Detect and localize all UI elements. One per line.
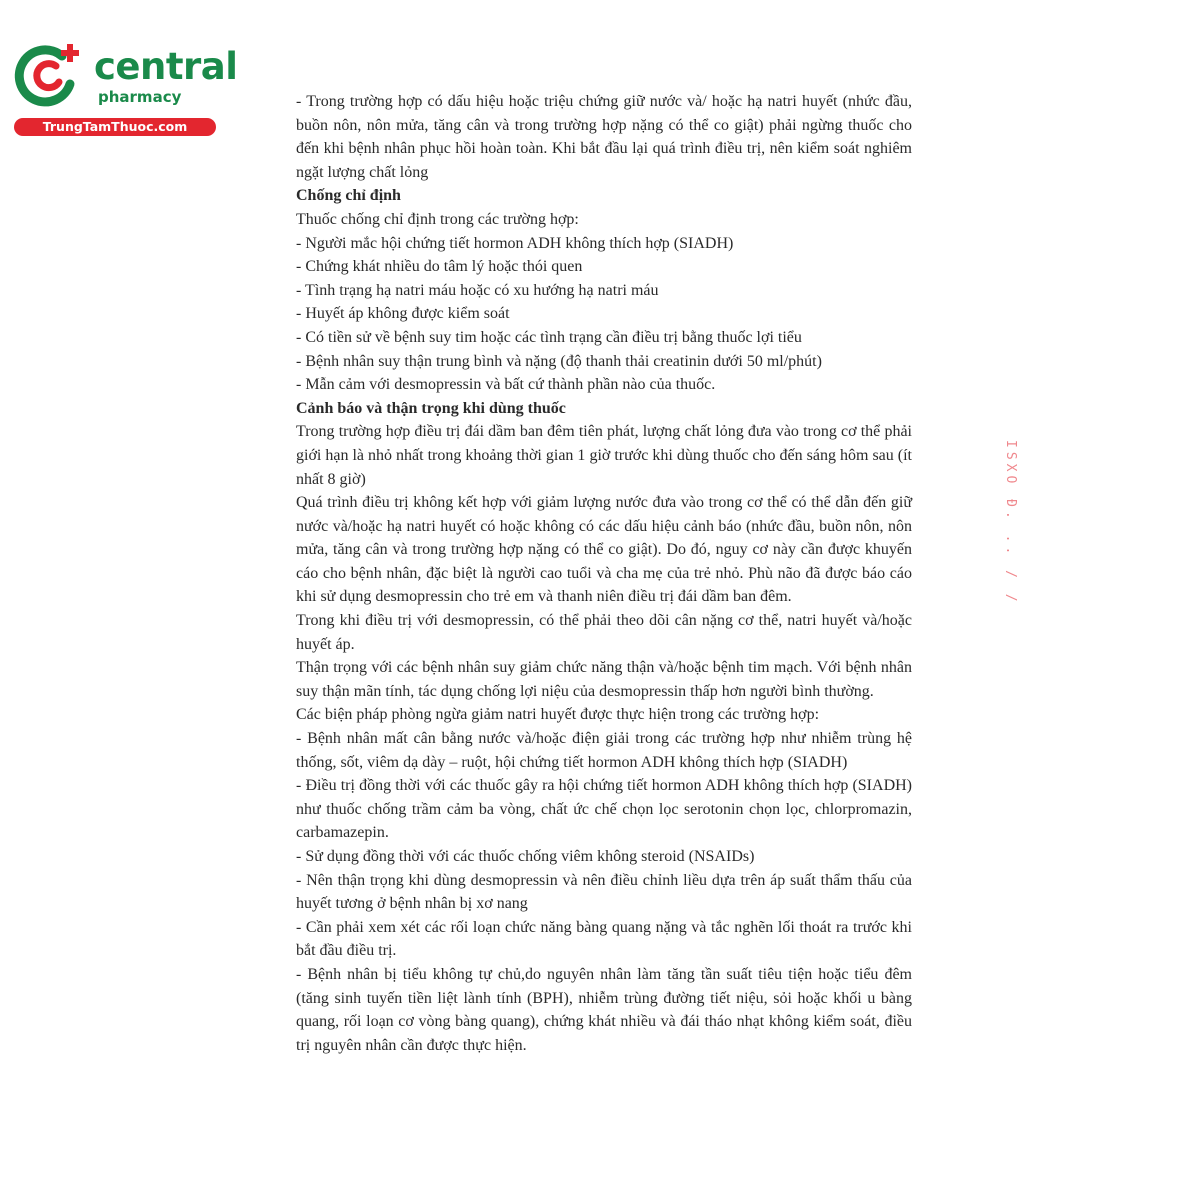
paragraph: - Có tiền sử về bệnh suy tim hoặc các tình trạng cần điều trị bằng thuốc lợi tiểu — [296, 328, 802, 346]
paragraph: Trong trường hợp điều trị đái dầm ban đêm tiên phát, lượng chất lỏng đưa vào trong cơ thể phải giới hạn là nhỏ nhất trong khoảng thời gian 1 giờ trước khi dùng thuốc cho đến sáng hôm sau (ít nhất 8 giờ) — [296, 423, 912, 488]
paragraph: Thuốc chống chỉ định trong các trường hợp: — [296, 210, 579, 228]
paragraph: Trong khi điều trị với desmopressin, có thể phải theo dõi cân nặng cơ thể, natri huyết và/hoặc huyết áp. — [296, 612, 912, 653]
paragraph: - Chứng khát nhiều do tâm lý hoặc thói quen — [296, 258, 583, 276]
paragraph: - Trong trường hợp có dấu hiệu hoặc triệu chứng giữ nước và/ hoặc hạ natri huyết (nhức đầu, buồn nôn, nôn mửa, tăng cân và trong trường hợp nặng có thể co giật) phải ngừng thuốc cho đến khi bệnh nhân phục hồi hoàn toàn. Khi bắt đầu lại quá trình điều trị, nên kiểm soát nghiêm ngặt lượng chất lỏng — [296, 93, 912, 181]
pharmacy-cross-logo-icon — [12, 40, 84, 112]
document-body — [296, 90, 912, 1057]
paragraph: - Sử dụng đồng thời với các thuốc chống viêm không steroid (NSAIDs) — [296, 848, 755, 865]
paragraph: - Người mắc hội chứng tiết hormon ADH không thích hợp (SIADH) — [296, 234, 734, 252]
paragraph: - Bệnh nhân bị tiểu không tự chủ,do nguyên nhân làm tăng tần suất tiêu tiện hoặc tiểu đêm (tăng sinh tuyến tiền liệt lành tính (BPH), nhiễm trùng đường tiết niệu, sỏi hoặc khối u bàng quang, rối loạn cơ vòng bàng quang), chứng khát nhiều và đái tháo nhạt không kiểm soát, điều trị nguyên nhân cần được thực hiện. — [296, 965, 912, 1054]
paragraph: - Tình trạng hạ natri máu hoặc có xu hướng hạ natri máu — [296, 281, 659, 299]
paragraph: - Huyết áp không được kiểm soát — [296, 305, 510, 323]
paragraph: - Cần phải xem xét các rối loạn chức năng bàng quang nặng và tắc nghẽn lối thoát ra trước khi bắt đầu điều trị. — [296, 918, 912, 960]
paragraph: Thận trọng với các bệnh nhân suy giảm chức năng thận và/hoặc bệnh tim mạch. Với bệnh nhân suy thận mãn tính, tác dụng chống lợi niệu của desmopressin thấp hơn người bình thường. — [296, 659, 912, 700]
stamp-mark: ISXO Đ. .. / / — [1003, 440, 1018, 606]
paragraph: - Mẫn cảm với desmopressin và bất cứ thành phần nào của thuốc. — [296, 376, 716, 394]
paragraph: - Bệnh nhân mất cân bằng nước và/hoặc điện giải trong các trường hợp như nhiễm trùng hệ thống, sốt, viêm dạ dày – ruột, hội chứng tiết hormon ADH không thích hợp (SIADH) — [296, 730, 912, 771]
paragraph: - Bệnh nhân suy thận trung bình và nặng (độ thanh thải creatinin dưới 50 ml/phút) — [296, 352, 822, 370]
section-heading: Chống chỉ định — [296, 187, 401, 205]
paragraph: Quá trình điều trị không kết hợp với giảm lượng nước đưa vào trong cơ thể có thể dẫn đến giữ nước và/hoặc hạ natri huyết có hoặc không có các dấu hiệu cảnh báo (nhức đầu, buồn nôn, nôn mửa, tăng cân và trong trường hợp nặng có thể co giật). Do đó, nguy cơ này cần được khuyến cáo cho bệnh nhân, đặc biệt là người cao tuổi và cha mẹ của trẻ nhỏ. Phù não đã được báo cáo khi sử dụng desmopressin cho trẻ em và thanh niên điều trị đái dầm ban đêm. — [296, 494, 912, 606]
paragraph: - Điều trị đồng thời với các thuốc gây ra hội chứng tiết hormon ADH không thích hợp (SIADH) như thuốc chống trầm cảm ba vòng, chất ức chế chọn lọc serotonin chọn lọc, chlorpromazin, carbamazepin. — [296, 777, 912, 842]
central-pharmacy-logo[interactable] — [8, 38, 238, 138]
logo-website-link[interactable]: TrungTamThuoc.com — [14, 118, 216, 136]
logo-brand-name: central — [94, 45, 238, 88]
logo-subtitle: pharmacy — [98, 88, 182, 106]
paragraph: Các biện pháp phòng ngừa giảm natri huyết được thực hiện trong các trường hợp: — [296, 706, 820, 724]
section-heading: Cảnh báo và thận trọng khi dùng thuốc — [296, 399, 566, 417]
paragraph: - Nên thận trọng khi dùng desmopressin và nên điều chỉnh liều dựa trên áp suất thẩm thấu của huyết tương ở bệnh nhân bị xơ nang — [296, 871, 912, 913]
